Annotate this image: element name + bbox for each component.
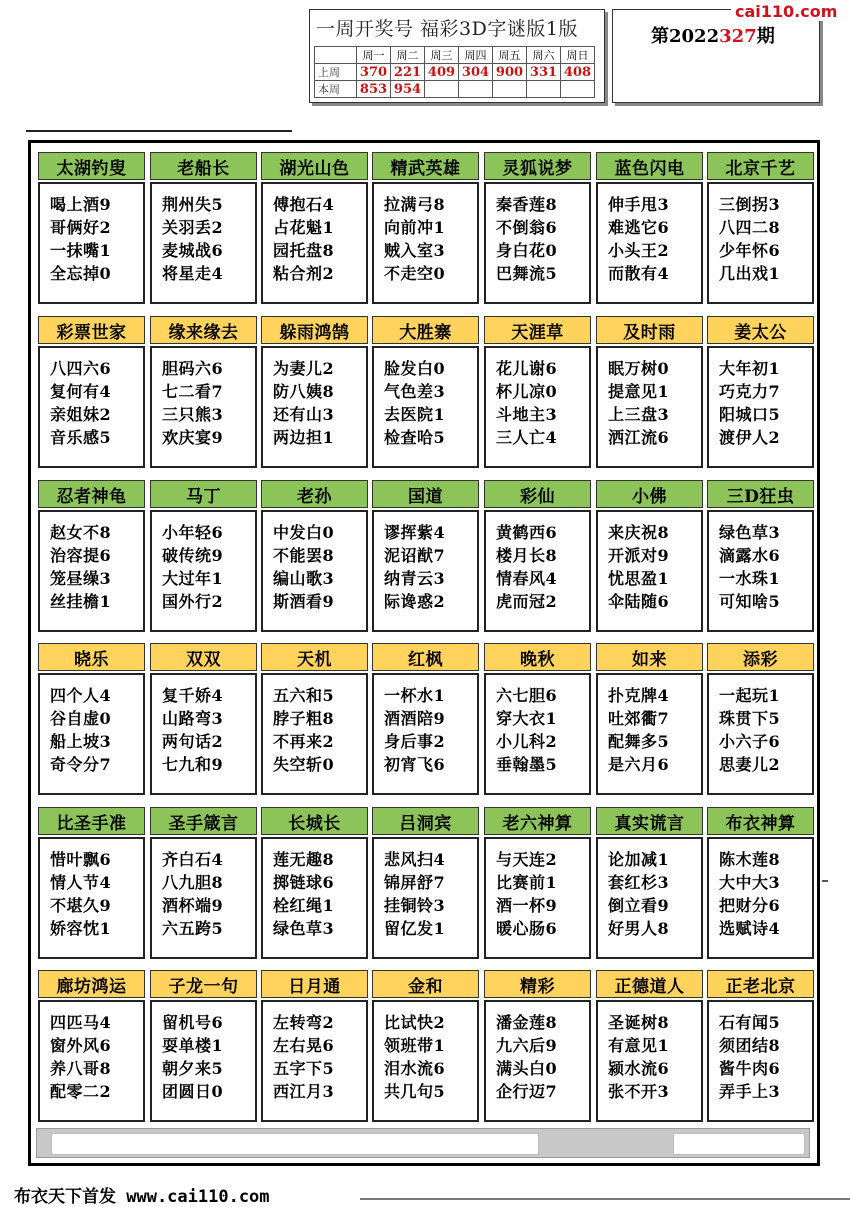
day-label: 周二	[391, 47, 425, 64]
riddle-line: 破传统9	[162, 546, 224, 565]
author-name: 子龙一句	[150, 970, 257, 998]
riddle-line: 论加减1	[608, 850, 670, 869]
riddle-line: 酒酒陪9	[384, 709, 446, 728]
riddle-line: 防八姨8	[273, 382, 335, 401]
draw-number: 370	[357, 64, 391, 81]
riddle-line: 纳青云3	[384, 569, 446, 588]
this-week-row	[315, 81, 595, 98]
author-name: 廊坊鸿运	[38, 970, 145, 998]
author-name: 国道	[372, 480, 479, 508]
riddle-line: 杯儿凉0	[496, 382, 558, 401]
riddle-line: 酒一杯9	[496, 896, 558, 915]
riddle-line: 大年初1	[719, 359, 781, 378]
riddle-line: 两句话2	[162, 732, 224, 751]
riddle-line: 企行迈7	[496, 1082, 558, 1101]
riddle-card	[372, 643, 479, 795]
riddle-line: 小六子6	[719, 732, 781, 751]
riddle-line: 三只熊3	[162, 405, 224, 424]
riddle-line: 脸发白0	[384, 359, 446, 378]
riddle-line: 与天连2	[496, 850, 558, 869]
riddle-card	[596, 970, 703, 1122]
riddle-line: 耍单楼1	[162, 1036, 224, 1055]
riddle-line: 少年怀6	[719, 241, 781, 260]
riddle-line: 思妻儿2	[719, 755, 781, 774]
riddle-line: 颍水流6	[608, 1059, 670, 1078]
riddle-line: 斗地主3	[496, 405, 558, 424]
riddle-line: 栓红绳1	[273, 896, 335, 915]
riddle-card	[261, 152, 368, 304]
riddle-line: 莲无趣8	[273, 850, 335, 869]
author-name: 缘来缘去	[150, 316, 257, 344]
riddle-line: 巴舞流5	[496, 264, 558, 283]
riddle-line: 泥诏猷7	[384, 546, 446, 565]
author-name: 三D狂虫	[707, 480, 814, 508]
riddle-line: 难逃它6	[608, 218, 670, 237]
riddle-line: 音乐感5	[50, 428, 112, 447]
riddle-card	[484, 152, 591, 304]
riddle-line: 养八哥8	[50, 1059, 112, 1078]
riddle-line: 胆码六6	[162, 359, 224, 378]
riddle-line: 五字下5	[273, 1059, 335, 1078]
riddle-line: 楼月长8	[496, 546, 558, 565]
draw-number	[527, 81, 561, 98]
riddle-line: 向前冲1	[384, 218, 446, 237]
riddle-line: 秦香莲8	[496, 195, 558, 214]
riddle-line: 谬挥紫4	[384, 523, 446, 542]
author-name: 蓝色闪电	[596, 152, 703, 180]
riddle-card	[596, 807, 703, 959]
draw-number: 331	[527, 64, 561, 81]
riddle-card	[707, 807, 814, 959]
riddle-line: 领班带1	[384, 1036, 446, 1055]
riddle-line: 左右晃6	[273, 1036, 335, 1055]
riddle-line: 套红杉3	[608, 873, 670, 892]
draw-number: 304	[459, 64, 493, 81]
issue-panel	[612, 9, 820, 103]
riddle-line: 花儿谢6	[496, 359, 558, 378]
riddle-line: 虎而冠2	[496, 592, 558, 611]
riddle-card	[707, 316, 814, 468]
riddle-line: 不倒翁6	[496, 218, 558, 237]
riddle-line: 粘合剂2	[273, 264, 335, 283]
riddle-line: 赵女不8	[50, 523, 112, 542]
day-label: 周五	[493, 47, 527, 64]
riddle-card	[596, 152, 703, 304]
riddle-card	[372, 480, 479, 632]
row-label: 本周	[315, 81, 357, 98]
author-name: 晚秋	[484, 643, 591, 671]
author-name: 老孙	[261, 480, 368, 508]
author-name: 彩仙	[484, 480, 591, 508]
riddle-line: 脖子粗8	[273, 709, 335, 728]
riddle-line: 珠贯下5	[719, 709, 781, 728]
author-name: 金和	[372, 970, 479, 998]
riddle-card	[372, 152, 479, 304]
riddle-line: 不能罢8	[273, 546, 335, 565]
riddle-line: 伸手甩3	[608, 195, 670, 214]
riddle-line: 全忘掉0	[50, 264, 112, 283]
author-name: 精彩	[484, 970, 591, 998]
footer-divider	[360, 1198, 850, 1200]
author-name: 双双	[150, 643, 257, 671]
day-label: 周一	[357, 47, 391, 64]
riddle-line: 小头王2	[608, 241, 670, 260]
riddle-line: 悲风扫4	[384, 850, 446, 869]
riddle-line: 潘金莲8	[496, 1013, 558, 1032]
riddle-line: 大过年1	[162, 569, 224, 588]
riddle-line: 可知啥5	[719, 592, 781, 611]
riddle-card	[38, 480, 145, 632]
riddle-line: 失空斩0	[273, 755, 335, 774]
riddle-line: 欢庆宴9	[162, 428, 224, 447]
riddle-line: 穿大衣1	[496, 709, 558, 728]
author-name: 如来	[596, 643, 703, 671]
riddle-card	[261, 643, 368, 795]
riddle-card	[38, 152, 145, 304]
riddle-card	[707, 970, 814, 1122]
riddle-line: 身后事2	[384, 732, 446, 751]
riddle-line: 七二看7	[162, 382, 224, 401]
riddle-line: 哥俩好2	[50, 218, 112, 237]
riddle-line: 洒江流6	[608, 428, 670, 447]
draw-number: 221	[391, 64, 425, 81]
riddle-line: 满头白0	[496, 1059, 558, 1078]
riddle-line: 奇令分7	[50, 755, 112, 774]
draw-number: 409	[425, 64, 459, 81]
riddle-line: 中发白0	[273, 523, 335, 542]
riddle-line: 麦城战6	[162, 241, 224, 260]
author-name: 老船长	[150, 152, 257, 180]
riddle-line: 一杯水1	[384, 686, 446, 705]
riddle-line: 小儿科2	[496, 732, 558, 751]
riddle-line: 朝夕来5	[162, 1059, 224, 1078]
riddle-line: 好男人8	[608, 919, 670, 938]
riddle-card	[484, 480, 591, 632]
riddle-line: 四匹马4	[50, 1013, 112, 1032]
riddle-line: 滴露水6	[719, 546, 781, 565]
author-name: 北京千艺	[707, 152, 814, 180]
riddle-line: 荆州失5	[162, 195, 224, 214]
riddle-line: 国外行2	[162, 592, 224, 611]
draw-number	[561, 81, 595, 98]
riddle-card	[261, 970, 368, 1122]
riddle-line: 关羽丢2	[162, 218, 224, 237]
riddle-line: 齐白石4	[162, 850, 224, 869]
day-label: 周日	[561, 47, 595, 64]
riddle-line: 团圆日0	[162, 1082, 224, 1101]
author-name: 天机	[261, 643, 368, 671]
riddle-line: 来庆祝8	[608, 523, 670, 542]
riddle-line: 配舞多5	[608, 732, 670, 751]
riddle-card	[38, 316, 145, 468]
riddle-line: 是六月6	[608, 755, 670, 774]
author-name: 圣手箴言	[150, 807, 257, 835]
riddle-line: 检查哈5	[384, 428, 446, 447]
divider	[822, 880, 828, 882]
riddle-line: 三人亡4	[496, 428, 558, 447]
riddle-line: 六七胆6	[496, 686, 558, 705]
author-name: 马丁	[150, 480, 257, 508]
riddle-line: 斯酒看9	[273, 592, 335, 611]
riddle-line: 情人节4	[50, 873, 112, 892]
riddle-line: 吐郊衢7	[608, 709, 670, 728]
riddle-line: 倒立看9	[608, 896, 670, 915]
riddle-line: 将星走4	[162, 264, 224, 283]
riddle-line: 一水珠1	[719, 569, 781, 588]
riddle-card	[150, 316, 257, 468]
riddle-card	[372, 316, 479, 468]
riddle-line: 有意见1	[608, 1036, 670, 1055]
riddle-line: 左转弯2	[273, 1013, 335, 1032]
riddle-line: 圣诞树8	[608, 1013, 670, 1032]
author-name: 比圣手准	[38, 807, 145, 835]
riddle-line: 渡伊人2	[719, 428, 781, 447]
draw-number	[459, 81, 493, 98]
day-label: 周四	[459, 47, 493, 64]
draw-number: 408	[561, 64, 595, 81]
divider	[26, 130, 292, 132]
riddle-line: 娇容忱1	[50, 919, 112, 938]
riddle-card	[707, 643, 814, 795]
riddle-line: 亲姐妹2	[50, 405, 112, 424]
riddle-line: 须团结8	[719, 1036, 781, 1055]
riddle-card	[38, 807, 145, 959]
riddle-line: 窗外风6	[50, 1036, 112, 1055]
blank-box	[51, 1133, 539, 1155]
riddle-card	[484, 316, 591, 468]
author-name: 添彩	[707, 643, 814, 671]
author-name: 天涯草	[484, 316, 591, 344]
riddle-line: 八四六6	[50, 359, 112, 378]
riddle-line: 挂铜铃3	[384, 896, 446, 915]
riddle-line: 比赛前1	[496, 873, 558, 892]
riddle-card	[596, 480, 703, 632]
riddle-line: 占花魁1	[273, 218, 335, 237]
author-name: 彩票世家	[38, 316, 145, 344]
riddle-line: 傅抱石4	[273, 195, 335, 214]
riddle-line: 九六后9	[496, 1036, 558, 1055]
blank-box	[673, 1133, 805, 1155]
riddle-line: 垂翰墨5	[496, 755, 558, 774]
author-name: 小佛	[596, 480, 703, 508]
riddle-line: 锦屏舒7	[384, 873, 446, 892]
author-name: 及时雨	[596, 316, 703, 344]
riddle-line: 上三盘3	[608, 405, 670, 424]
riddle-grid	[28, 140, 820, 1166]
riddle-line: 园托盘8	[273, 241, 335, 260]
riddle-line: 谷自虚0	[50, 709, 112, 728]
riddle-line: 绿色草3	[273, 919, 335, 938]
author-name: 红枫	[372, 643, 479, 671]
author-name: 布衣神算	[707, 807, 814, 835]
site-watermark: cai110.com	[731, 2, 841, 21]
riddle-line: 贼入室3	[384, 241, 446, 260]
riddle-card	[150, 970, 257, 1122]
riddle-card	[38, 970, 145, 1122]
riddle-card	[707, 152, 814, 304]
riddle-line: 拉满弓8	[384, 195, 446, 214]
riddle-card	[150, 152, 257, 304]
riddle-line: 不再来2	[273, 732, 335, 751]
riddle-card	[150, 807, 257, 959]
draw-number: 954	[391, 81, 425, 98]
riddle-line: 为妻儿2	[273, 359, 335, 378]
riddle-card	[261, 807, 368, 959]
author-name: 躲雨鸿鹄	[261, 316, 368, 344]
author-name: 日月通	[261, 970, 368, 998]
riddle-line: 绿色草3	[719, 523, 781, 542]
riddle-line: 小年轻6	[162, 523, 224, 542]
riddle-line: 而散有4	[608, 264, 670, 283]
last-week-row	[315, 64, 595, 81]
riddle-line: 共几句5	[384, 1082, 446, 1101]
day-label: 周三	[425, 47, 459, 64]
riddle-line: 际谗惑2	[384, 592, 446, 611]
riddle-line: 一起玩1	[719, 686, 781, 705]
author-name: 姜太公	[707, 316, 814, 344]
riddle-line: 黄鹤西6	[496, 523, 558, 542]
riddle-line: 陈木莲8	[719, 850, 781, 869]
riddle-line: 泪水流6	[384, 1059, 446, 1078]
riddle-card	[38, 643, 145, 795]
panel-title: 一周开奖号 福彩3D字谜版1版	[316, 18, 578, 40]
riddle-line: 张不开3	[608, 1082, 670, 1101]
author-name: 正老北京	[707, 970, 814, 998]
riddle-line: 复何有4	[50, 382, 112, 401]
riddle-line: 身白花0	[496, 241, 558, 260]
author-name: 湖光山色	[261, 152, 368, 180]
riddle-line: 丝挂檐1	[50, 592, 112, 611]
riddle-card	[372, 970, 479, 1122]
riddle-line: 大中大3	[719, 873, 781, 892]
riddle-line: 酱牛肉6	[719, 1059, 781, 1078]
author-name: 晓乐	[38, 643, 145, 671]
bottom-bar	[36, 1128, 810, 1158]
author-name: 老六神算	[484, 807, 591, 835]
riddle-line: 开派对9	[608, 546, 670, 565]
draw-number: 900	[493, 64, 527, 81]
riddle-card	[150, 643, 257, 795]
riddle-line: 六五跨5	[162, 919, 224, 938]
author-name: 吕洞宾	[372, 807, 479, 835]
riddle-card	[484, 807, 591, 959]
riddle-line: 酒杯端9	[162, 896, 224, 915]
riddle-card	[484, 643, 591, 795]
riddle-line: 喝上酒9	[50, 195, 112, 214]
riddle-card	[261, 316, 368, 468]
author-name: 太湖钓叟	[38, 152, 145, 180]
riddle-line: 弄手上3	[719, 1082, 781, 1101]
riddle-line: 巧克力7	[719, 382, 781, 401]
author-name: 长城长	[261, 807, 368, 835]
riddle-line: 留亿发1	[384, 919, 446, 938]
weekly-draw-panel	[309, 9, 605, 103]
riddle-line: 初宵飞6	[384, 755, 446, 774]
riddle-line: 还有山3	[273, 405, 335, 424]
draw-table	[314, 46, 595, 98]
riddle-line: 惜叶飘6	[50, 850, 112, 869]
riddle-line: 不走空0	[384, 264, 446, 283]
riddle-card	[261, 480, 368, 632]
riddle-line: 两边担1	[273, 428, 335, 447]
issue-number: 第2022327期	[651, 26, 775, 47]
author-name: 真实谎言	[596, 807, 703, 835]
riddle-line: 四个人4	[50, 686, 112, 705]
riddle-line: 船上坡3	[50, 732, 112, 751]
riddle-line: 一抹嘴1	[50, 241, 112, 260]
riddle-line: 气色差3	[384, 382, 446, 401]
riddle-line: 情春风4	[496, 569, 558, 588]
riddle-line: 配零二2	[50, 1082, 112, 1101]
riddle-card	[596, 316, 703, 468]
draw-number: 853	[357, 81, 391, 98]
riddle-card	[596, 643, 703, 795]
row-label: 上周	[315, 64, 357, 81]
draw-number	[493, 81, 527, 98]
riddle-line: 五六和5	[273, 686, 335, 705]
riddle-line: 编山歌3	[273, 569, 335, 588]
footer-text: 布衣天下首发 www.cai110.com	[14, 1187, 270, 1207]
author-name: 大胜寨	[372, 316, 479, 344]
riddle-line: 留机号6	[162, 1013, 224, 1032]
riddle-line: 比试快2	[384, 1013, 446, 1032]
riddle-line: 西江月3	[273, 1082, 335, 1101]
riddle-line: 八四二8	[719, 218, 781, 237]
author-name: 忍者神龟	[38, 480, 145, 508]
riddle-line: 不堪久9	[50, 896, 112, 915]
riddle-line: 提意见1	[608, 382, 670, 401]
draw-number	[425, 81, 459, 98]
riddle-line: 伞陆随6	[608, 592, 670, 611]
riddle-line: 忧思盈1	[608, 569, 670, 588]
riddle-card	[707, 480, 814, 632]
riddle-line: 三倒拐3	[719, 195, 781, 214]
riddle-line: 眠万树0	[608, 359, 670, 378]
riddle-line: 掷链球6	[273, 873, 335, 892]
riddle-line: 治容提6	[50, 546, 112, 565]
riddle-line: 把财分6	[719, 896, 781, 915]
riddle-line: 复千娇4	[162, 686, 224, 705]
riddle-line: 石有闻5	[719, 1013, 781, 1032]
riddle-line: 山路弯3	[162, 709, 224, 728]
riddle-line: 扑克牌4	[608, 686, 670, 705]
riddle-line: 去医院1	[384, 405, 446, 424]
author-name: 灵狐说梦	[484, 152, 591, 180]
riddle-line: 八九胆8	[162, 873, 224, 892]
riddle-line: 七九和9	[162, 755, 224, 774]
riddle-line: 阳城口5	[719, 405, 781, 424]
day-label: 周六	[527, 47, 561, 64]
riddle-line: 几出戏1	[719, 264, 781, 283]
riddle-line: 暖心肠6	[496, 919, 558, 938]
author-name: 精武英雄	[372, 152, 479, 180]
riddle-card	[484, 970, 591, 1122]
riddle-card	[372, 807, 479, 959]
riddle-line: 选赋诗4	[719, 919, 781, 938]
author-name: 正德道人	[596, 970, 703, 998]
day-header-row	[315, 47, 595, 64]
riddle-line: 笼昼缲3	[50, 569, 112, 588]
riddle-card	[150, 480, 257, 632]
